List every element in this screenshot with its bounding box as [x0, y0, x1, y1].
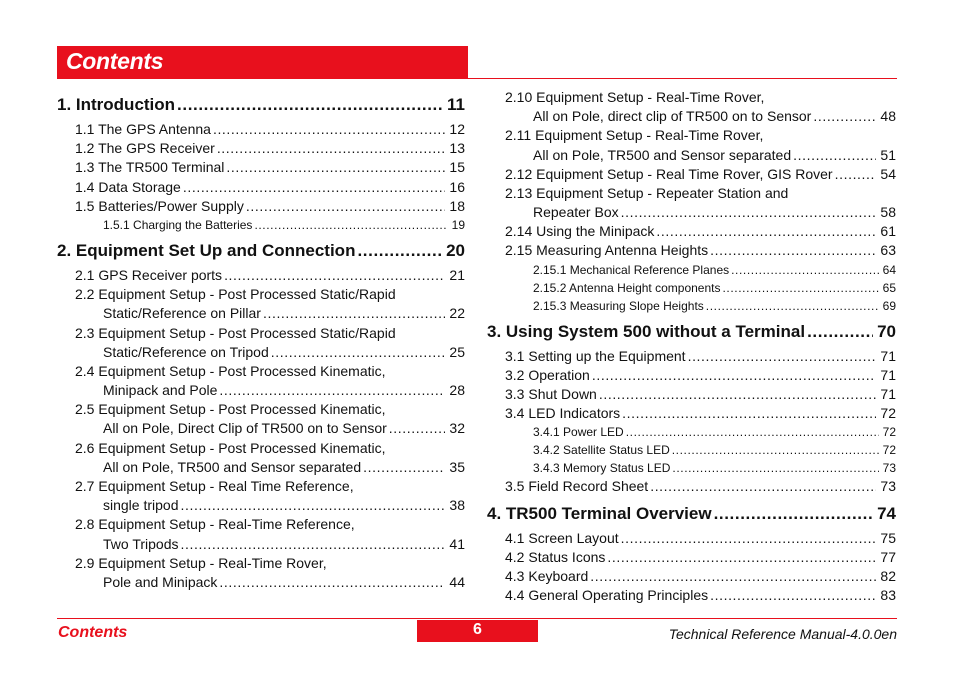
toc-page-number: 21	[449, 266, 465, 283]
toc-entry-title: 3. Using System 500 without a Terminal	[487, 321, 806, 341]
toc-entry-heading-line[interactable]: 2.6 Equipment Setup - Post Processed Kinematic,	[75, 439, 386, 456]
dot-leader	[710, 241, 876, 260]
dot-leader	[650, 477, 876, 496]
toc-entry[interactable]	[487, 567, 896, 586]
toc-page-number: 48	[880, 108, 896, 125]
toc-entry[interactable]	[487, 165, 896, 184]
footer-rule	[57, 618, 897, 619]
toc-page-number: 18	[449, 197, 465, 214]
toc-page-number: 61	[880, 223, 896, 240]
dot-leader	[731, 261, 879, 279]
toc-entry-title: 3.1 Setting up the Equipment	[505, 347, 686, 364]
toc-chapter-entry[interactable]	[487, 319, 896, 345]
dot-leader	[599, 385, 877, 404]
dot-leader	[592, 366, 877, 385]
dot-leader	[710, 586, 876, 605]
toc-entry[interactable]	[487, 529, 896, 548]
toc-page-number: 72	[880, 405, 896, 422]
dot-leader	[813, 107, 876, 126]
toc-entry-title: 4.1 Screen Layout	[505, 529, 619, 546]
toc-entry-heading-line[interactable]: 2.11 Equipment Setup - Real-Time Rover,	[505, 127, 764, 144]
dot-leader	[363, 458, 445, 477]
dot-leader	[590, 567, 876, 586]
dot-leader	[793, 146, 876, 165]
toc-entry-title: 2.14 Using the Minipack	[505, 223, 655, 240]
toc-entry-title: All on Pole, TR500 and Sensor separated	[533, 146, 792, 163]
toc-entry[interactable]	[487, 423, 896, 441]
toc-entry-title: 1. Introduction	[57, 95, 176, 114]
toc-entry-title: 3.3 Shut Down	[505, 386, 597, 403]
toc-entry[interactable]	[57, 419, 465, 438]
toc-entry[interactable]	[487, 441, 896, 459]
toc-entry-title: 4.2 Status Icons	[505, 548, 606, 565]
toc-page-number: 54	[880, 165, 896, 182]
dot-leader	[226, 158, 445, 177]
toc-entry-title: 2.1 GPS Receiver ports	[75, 266, 223, 283]
toc-entry-title: 3.4.2 Satellite Status LED	[533, 443, 670, 458]
toc-entry[interactable]	[487, 347, 896, 366]
toc-page-number: 51	[880, 146, 896, 163]
toc-entry[interactable]	[487, 477, 896, 496]
toc-entry-heading-line[interactable]: 2.13 Equipment Setup - Repeater Station and	[505, 184, 789, 201]
dot-leader	[219, 573, 445, 592]
toc-entry[interactable]	[57, 216, 465, 234]
toc-entry-title: 1.1 The GPS Antenna	[75, 120, 211, 137]
toc-entry[interactable]	[487, 279, 896, 297]
toc-page-number: 13	[449, 140, 465, 157]
toc-page-number: 71	[880, 347, 896, 364]
toc-page-number: 71	[880, 366, 896, 383]
toc-page-number: 25	[449, 343, 465, 360]
toc-page-number: 32	[449, 420, 465, 437]
toc-page-number: 72	[882, 425, 896, 440]
toc-entry[interactable]	[487, 385, 896, 404]
toc-entry[interactable]	[487, 297, 896, 315]
dot-leader	[357, 238, 442, 264]
toc-entry[interactable]	[57, 178, 465, 197]
toc-page-number: 73	[882, 461, 896, 476]
toc-entry[interactable]	[487, 203, 896, 222]
toc-entry-heading-line[interactable]: 2.2 Equipment Setup - Post Processed Static/Rapid	[75, 286, 396, 303]
toc-entry-title: All on Pole, Direct Clip of TR500 on to Sensor	[103, 420, 387, 437]
toc-entry-title: 2.15.2 Antenna Height components	[533, 280, 721, 295]
toc-entry-heading-line[interactable]: 2.10 Equipment Setup - Real-Time Rover,	[505, 89, 765, 105]
dot-leader	[246, 197, 446, 216]
toc-entry-heading-line[interactable]: 2.9 Equipment Setup - Real-Time Rover,	[75, 554, 327, 571]
dot-leader	[714, 501, 874, 527]
dot-leader	[180, 535, 445, 554]
dot-leader	[621, 529, 877, 548]
toc-page-number: 15	[449, 159, 465, 176]
toc-page-number: 77	[880, 548, 896, 565]
toc-page-number: 41	[449, 535, 465, 552]
toc-page-number: 83	[880, 587, 896, 604]
dot-leader	[181, 496, 446, 515]
toc-chapter-entry[interactable]	[487, 501, 896, 527]
toc-entry[interactable]	[57, 197, 465, 216]
toc-entry-title: 3.5 Field Record Sheet	[505, 478, 649, 495]
toc-page-number: 22	[449, 305, 465, 322]
toc-page-number: 58	[880, 204, 896, 221]
toc-entry-title: 3.4 LED Indicators	[505, 405, 621, 422]
toc-chapter-entry[interactable]	[57, 92, 465, 118]
toc-page-number: 63	[880, 242, 896, 259]
toc-entry-heading-line[interactable]: 2.8 Equipment Setup - Real-Time Reference,	[75, 516, 355, 533]
toc-entry[interactable]	[57, 304, 465, 323]
toc-entry-title: 4.3 Keyboard	[505, 567, 589, 584]
dot-leader	[672, 441, 879, 459]
toc-entry-title: 2.15.1 Mechanical Reference Planes	[533, 262, 730, 277]
page-title: Contents	[66, 48, 164, 74]
toc-entry-heading-line[interactable]: 2.3 Equipment Setup - Post Processed Static/Rapid	[75, 324, 396, 341]
toc-page-number: 11	[447, 95, 465, 114]
toc-entry-heading-line[interactable]: 2.7 Equipment Setup - Real Time Reference,	[75, 478, 354, 494]
toc-entry[interactable]	[487, 222, 896, 241]
toc-entry-title: 3.4.3 Memory Status LED	[533, 461, 671, 476]
toc-page-number: 71	[880, 386, 896, 403]
dot-leader	[621, 203, 877, 222]
toc-entry-title: 4.4 General Operating Principles	[505, 587, 709, 604]
toc-entry[interactable]	[57, 458, 465, 477]
footer-manual-title: Technical Reference Manual-4.0.0en	[668, 626, 897, 642]
toc-entry[interactable]	[57, 496, 465, 515]
toc-entry-title: All on Pole, TR500 and Sensor separated	[103, 458, 362, 475]
toc-entry[interactable]	[487, 261, 896, 279]
toc-entry[interactable]	[57, 535, 465, 554]
dot-leader	[622, 404, 876, 423]
toc-entry-title: 2.12 Equipment Setup - Real Time Rover, GIS Rover	[505, 165, 833, 182]
toc-entry[interactable]	[487, 242, 896, 261]
toc-entry-heading-line[interactable]: 2.5 Equipment Setup - Post Processed Kinematic,	[75, 401, 386, 418]
dot-leader	[835, 165, 877, 184]
dot-leader	[706, 297, 879, 315]
toc-entry[interactable]	[57, 381, 465, 400]
toc-entry-heading-line[interactable]: 2.4 Equipment Setup - Post Processed Kinematic,	[75, 362, 386, 379]
toc-entry-title: Static/Reference on Tripod	[103, 343, 269, 360]
toc-page-number: 35	[449, 458, 465, 475]
dot-leader	[254, 216, 447, 234]
toc-entry[interactable]	[57, 158, 465, 177]
dot-leader	[224, 266, 445, 285]
toc-entry-title: 1.4 Data Storage	[75, 178, 181, 195]
toc-page-number: 64	[882, 262, 896, 277]
dot-leader	[217, 139, 446, 158]
toc-page-number: 70	[877, 321, 896, 341]
dot-leader	[219, 381, 445, 400]
toc-page-number: 75	[880, 529, 896, 546]
toc-entry-title: 2.15.3 Measuring Slope Heights	[533, 298, 704, 313]
toc-entry[interactable]	[57, 139, 465, 158]
toc-entry-title: 1.3 The TR500 Terminal	[75, 159, 225, 176]
toc-page-number: 72	[882, 443, 896, 458]
toc-entry-title: Pole and Minipack	[103, 573, 218, 590]
toc-page-number: 82	[880, 567, 896, 584]
toc-entry[interactable]	[487, 404, 896, 423]
toc-page-number: 16	[449, 178, 465, 195]
toc-page-number: 28	[449, 382, 465, 399]
toc-entry[interactable]	[487, 586, 896, 605]
dot-leader	[271, 343, 446, 362]
toc-page-number: 44	[449, 573, 465, 590]
toc-entry-title: 1.5.1 Charging the Batteries	[103, 217, 253, 232]
toc-entry-title: 2.15 Measuring Antenna Heights	[505, 242, 709, 259]
page-number: 6	[473, 621, 482, 638]
toc-page-number: 74	[877, 503, 896, 523]
page-number-box	[417, 620, 538, 642]
toc-entry-title: single tripod	[103, 497, 179, 514]
toc-entry-title: Minipack and Pole	[103, 382, 218, 399]
toc-entry-title: Repeater Box	[533, 204, 619, 221]
toc-entry[interactable]	[57, 266, 465, 285]
toc-left-column	[57, 88, 465, 592]
dot-leader	[389, 419, 446, 438]
dot-leader	[213, 120, 445, 139]
toc-page-number: 20	[446, 240, 465, 260]
dot-leader	[263, 304, 445, 323]
toc-page-number: 38	[449, 497, 465, 514]
toc-entry-title: 1.2 The GPS Receiver	[75, 140, 215, 157]
toc-entry-title: 2. Equipment Set Up and Connection	[57, 240, 356, 260]
dot-leader	[722, 279, 878, 297]
toc-entry[interactable]	[487, 366, 896, 385]
toc-entry[interactable]	[487, 146, 896, 165]
toc-entry-title: All on Pole, direct clip of TR500 on to Sensor	[533, 108, 812, 125]
dot-leader	[626, 423, 879, 441]
toc-page-number: 12	[449, 120, 465, 137]
toc-page-number: 69	[882, 298, 896, 313]
toc-page-number: 65	[882, 280, 896, 295]
toc-page-number: 19	[451, 217, 465, 232]
dot-leader	[688, 347, 877, 366]
contents-title-bar	[57, 46, 468, 78]
toc-entry-title: 3.2 Operation	[505, 366, 590, 383]
toc-entry[interactable]	[57, 573, 465, 592]
toc-right-column	[487, 88, 896, 605]
toc-entry-title: 4. TR500 Terminal Overview	[487, 503, 712, 523]
toc-entry[interactable]	[487, 548, 896, 567]
toc-entry-title: 1.5 Batteries/Power Supply	[75, 197, 244, 214]
dot-leader	[807, 319, 873, 345]
toc-entry-title: Two Tripods	[103, 535, 179, 552]
toc-entry[interactable]	[487, 459, 896, 477]
toc-page-number: 73	[880, 478, 896, 495]
dot-leader	[607, 548, 876, 567]
toc-entry[interactable]	[57, 120, 465, 139]
toc-entry-title: 3.4.1 Power LED	[533, 425, 624, 440]
toc-chapter-entry[interactable]	[57, 238, 465, 264]
header-rule	[57, 78, 897, 79]
dot-leader	[177, 92, 443, 118]
dot-leader	[183, 178, 446, 197]
dot-leader	[672, 459, 878, 477]
toc-entry[interactable]	[487, 107, 896, 126]
dot-leader	[656, 222, 876, 241]
toc-entry-title: Static/Reference on Pillar	[103, 305, 261, 322]
toc-entry[interactable]	[57, 343, 465, 362]
footer-section-label: Contents	[58, 624, 128, 641]
